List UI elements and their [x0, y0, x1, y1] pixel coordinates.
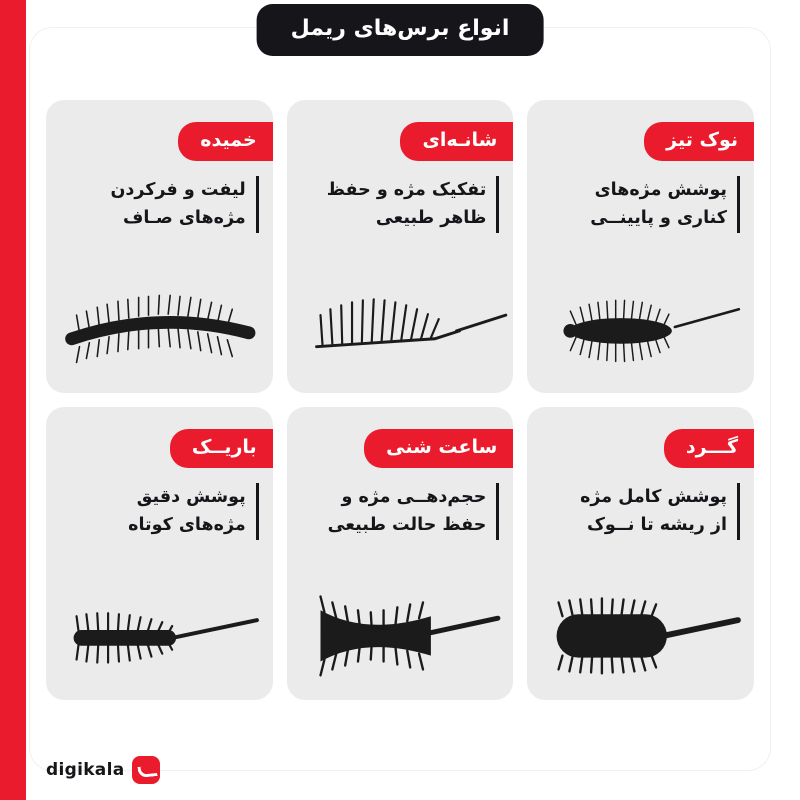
desc-line: پوشش مژه‌های	[594, 180, 727, 200]
desc-line: لیفت و فرکردن	[110, 180, 246, 200]
status-badge: باریــک	[170, 429, 273, 468]
status-badge: گـــرد	[664, 429, 754, 468]
desc-line: حفظ حالت طبیعی	[327, 515, 487, 536]
brush-card-comb[interactable]	[287, 100, 514, 393]
brush-card-pointed[interactable]	[527, 100, 754, 393]
brand-footer	[46, 756, 160, 784]
curved-mascara-brush-icon	[46, 269, 273, 379]
desc-line: پوشش دقیق	[136, 487, 246, 507]
desc-line: ظاهر طبیعی	[375, 208, 487, 229]
brush-description	[313, 176, 499, 233]
page-title: انواع برس‌های ریمل	[257, 4, 544, 56]
brush-description	[73, 483, 259, 540]
brush-card-hourglass[interactable]	[287, 407, 514, 700]
status-badge: ساعت شنی	[364, 429, 513, 468]
brush-card-slim[interactable]	[46, 407, 273, 700]
comb-mascara-brush-icon	[287, 269, 514, 379]
brush-card-curved[interactable]	[46, 100, 273, 393]
pointed-tip-mascara-brush-icon	[527, 269, 754, 379]
brush-description	[313, 483, 499, 540]
brush-description	[73, 176, 259, 233]
desc-line: مژه‌های صـاف	[122, 208, 246, 229]
status-badge: خمیده	[178, 122, 272, 161]
round-mascara-brush-icon	[527, 576, 754, 686]
left-accent-strip	[0, 0, 26, 800]
hourglass-mascara-brush-icon	[287, 576, 514, 686]
brush-card-round[interactable]	[527, 407, 754, 700]
brush-type-grid	[46, 100, 754, 700]
digikala-smile-icon	[132, 756, 160, 784]
brush-description	[554, 176, 740, 233]
slim-mascara-brush-icon	[46, 576, 273, 686]
desc-line: حجم‌دهــی مژه و	[341, 487, 487, 507]
desc-line: از ریشه تا نــوک	[587, 515, 727, 536]
desc-line: مژه‌های کوتاه	[128, 515, 246, 536]
status-badge: نوک تیز	[644, 122, 754, 161]
status-badge: شانـه‌ای	[400, 122, 513, 161]
brush-description	[554, 483, 740, 540]
desc-line: پوشش کامل مژه	[580, 487, 727, 507]
desc-line: کناری و پایینــی	[590, 208, 727, 229]
desc-line: تفکیک مژه و حفظ	[326, 180, 487, 200]
brand-name: digikala	[46, 760, 125, 780]
